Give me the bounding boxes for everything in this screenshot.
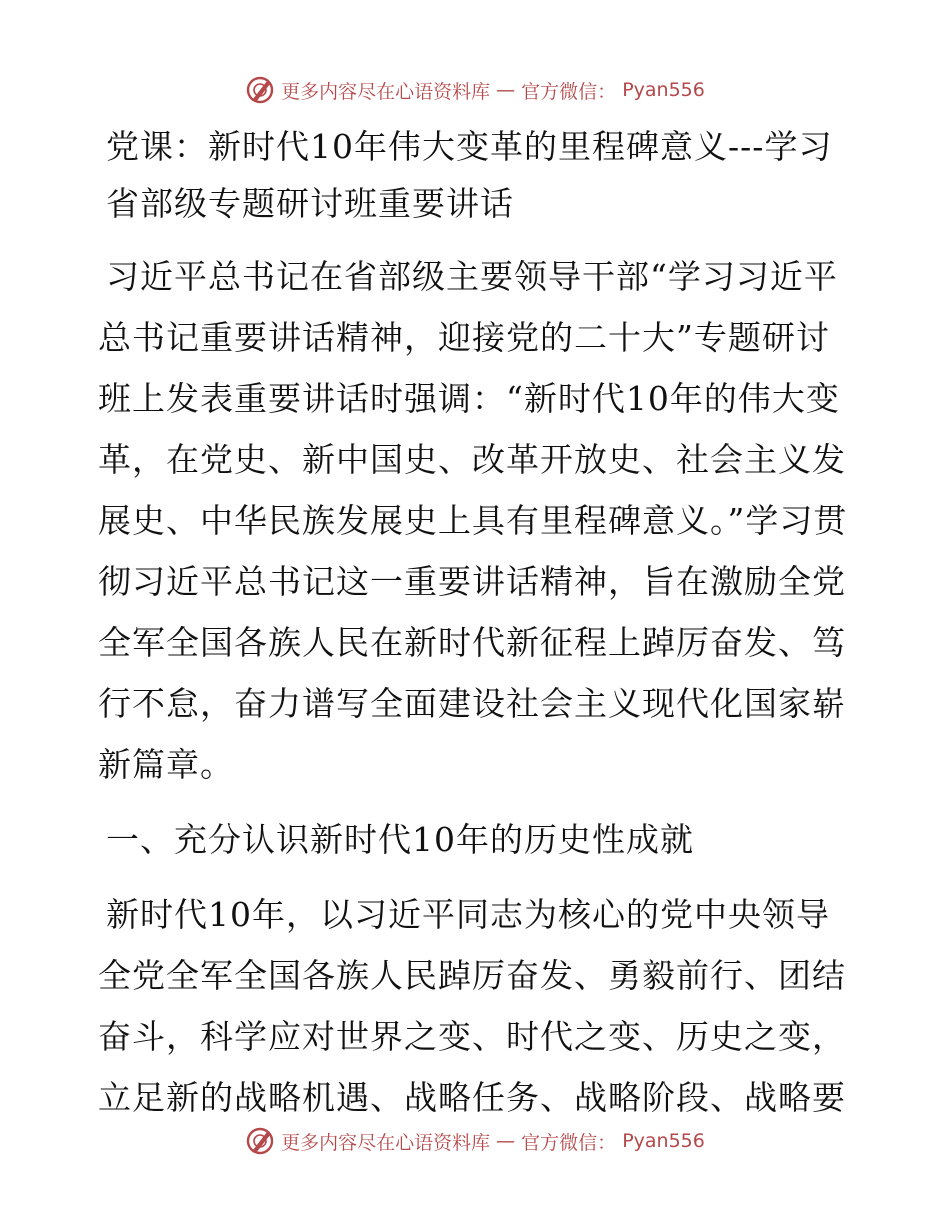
- pen-logo-icon: [245, 1126, 275, 1156]
- watermark-handle: Pyan556: [622, 1130, 705, 1152]
- watermark-site-text: 更多内容尽在心语资料库: [281, 80, 491, 103]
- watermark-site-text: 更多内容尽在心语资料库: [281, 1131, 491, 1154]
- paragraph-section-1: [98, 884, 858, 1128]
- pen-logo-icon: [245, 75, 275, 105]
- watermark-separator: —: [496, 1130, 516, 1152]
- watermark-handle: Pyan556: [622, 79, 705, 101]
- watermark-separator: —: [496, 79, 516, 101]
- paragraph-section-1-text: 新时代10年，以习近平同志为核心的党中央领导全党全军全国各族人民踔厉奋发、勇毅前行、团结奋斗，科学应对世界之变、时代之变、历史之变，立足新的战略机遇、战略任务、战略阶段、战略要: [98, 895, 846, 1117]
- footer-watermark: [0, 1121, 950, 1161]
- paragraph-intro: [98, 246, 858, 795]
- watermark-official-label: 官方微信：: [521, 80, 617, 103]
- section-heading-1: 一、充分认识新时代10年的历史性成就: [106, 820, 694, 859]
- document-body: [98, 118, 858, 1142]
- watermark-official-label: 官方微信：: [521, 1131, 617, 1154]
- paragraph-intro-text: 习近平总书记在省部级主要领导干部“学习习近平总书记重要讲话精神，迎接党的二十大”专题研讨班上发表重要讲话时强调：“新时代10年的伟大变革，在党史、新中国史、改革开放史、社会主义发展史、中华民族发展史上具有里程碑意义。”学习贯彻习近平总书记这一重要讲话精神，旨在激励全党全军全国各族人民在新时代新征程上踔厉奋发、笃行不怠，奋力谱写全面建设社会主义现代化国家崭新篇章。: [98, 257, 848, 784]
- header-watermark: [0, 70, 950, 110]
- document-title: 党课：新时代10年伟大变革的里程碑意义---学习省部级专题研讨班重要讲话: [106, 127, 833, 223]
